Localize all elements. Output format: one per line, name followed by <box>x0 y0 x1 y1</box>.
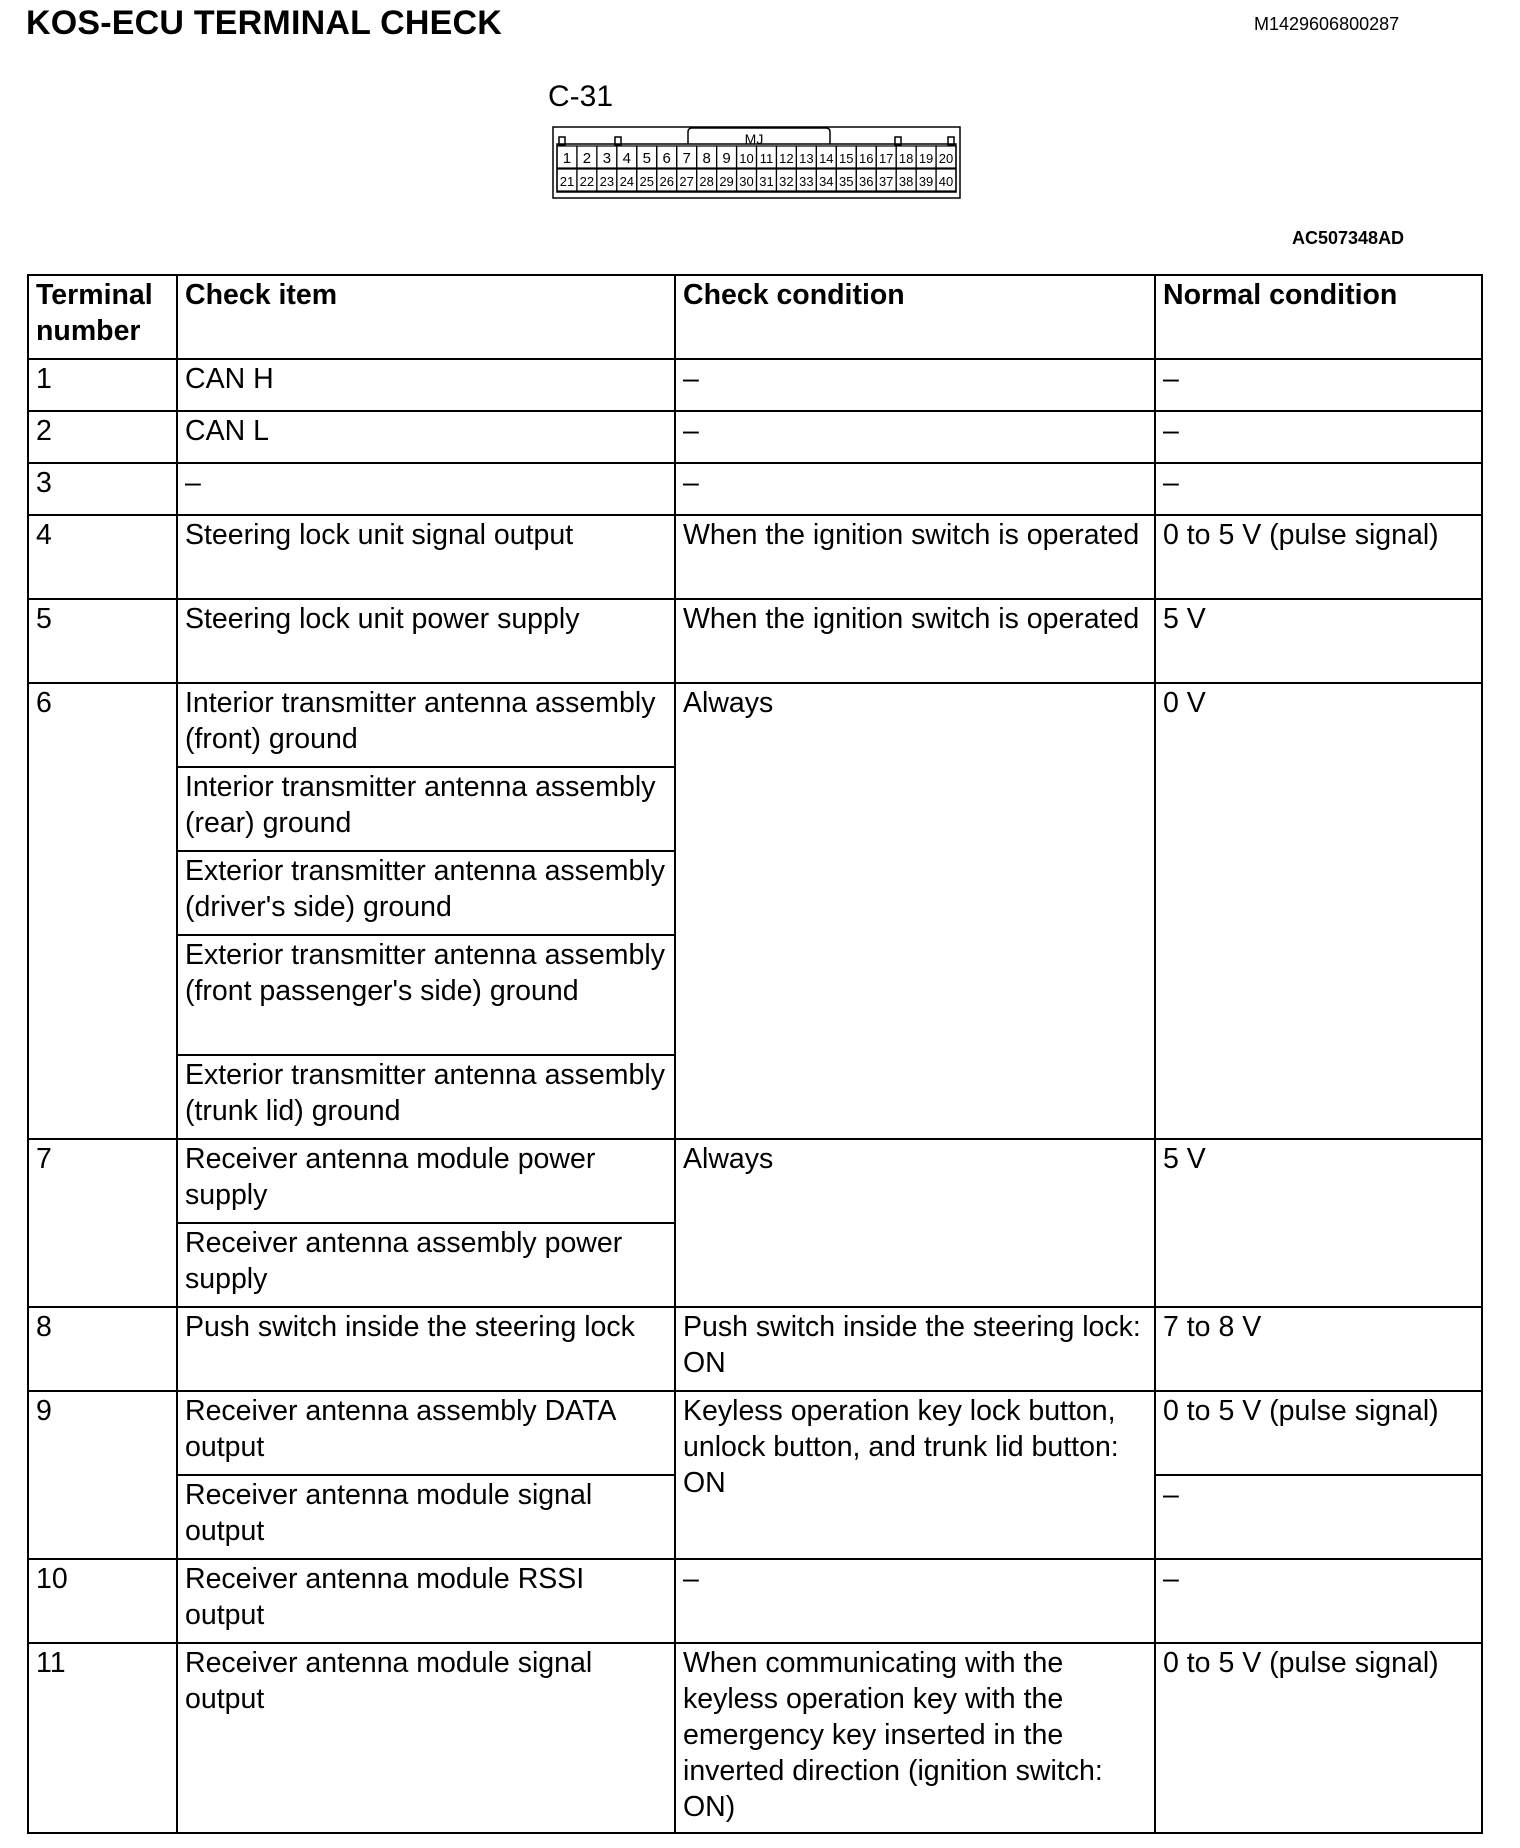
figure-id: AC507348AD <box>1292 228 1405 248</box>
connector-pin-number: 9 <box>722 150 731 167</box>
connector-pin-number: 36 <box>858 174 874 189</box>
check-item-cell: Exterior transmitter antenna assembly (front passenger's side) ground <box>177 935 675 1055</box>
terminal-cell: 11 <box>28 1643 177 1833</box>
check-item-cell: – <box>177 463 675 515</box>
page-title: KOS-ECU TERMINAL CHECK <box>26 4 503 42</box>
connector-pin-number: 25 <box>639 174 655 189</box>
document-id: M1429606800287 <box>1254 14 1400 34</box>
connector-pin-number: 28 <box>699 174 714 189</box>
connector-pin-number: 1 <box>562 150 572 167</box>
header-check-item: Check item <box>177 275 675 359</box>
check-item-cell: CAN H <box>177 359 675 411</box>
check-item-cell: CAN L <box>177 411 675 463</box>
check-item-cell: Receiver antenna assembly DATA output <box>177 1391 675 1475</box>
connector-pin-number: 35 <box>839 174 854 189</box>
check-item-cell: Receiver antenna module signal output <box>177 1643 675 1833</box>
connector-pin-number: 27 <box>679 174 694 189</box>
check-item-cell: Receiver antenna assembly power supply <box>177 1223 675 1307</box>
connector-pin-number: 23 <box>599 174 615 189</box>
connector-pin-number: 20 <box>938 151 954 166</box>
normal-condition-cell: 0 V <box>1155 683 1482 1139</box>
check-condition-cell: When the ignition switch is operated <box>675 515 1155 599</box>
connector-pin-number: 5 <box>642 150 651 167</box>
connector-pin-number: 16 <box>858 151 874 166</box>
terminal-cell: 5 <box>28 599 177 683</box>
terminal-cell: 7 <box>28 1139 177 1307</box>
connector-pin-number: 33 <box>799 174 814 189</box>
header-check-condition: Check condition <box>675 275 1155 359</box>
connector-diagram <box>552 124 962 200</box>
terminal-cell: 4 <box>28 515 177 599</box>
connector-pin-number: 2 <box>582 150 592 167</box>
connector-pin-number: 15 <box>839 151 854 166</box>
table-row <box>28 1559 1482 1643</box>
connector-pin-number: 31 <box>759 174 774 189</box>
connector-pin-number: 18 <box>898 151 914 166</box>
connector-pin-number: 3 <box>602 150 612 167</box>
normal-condition-cell: – <box>1155 1475 1482 1559</box>
check-item-cell: Exterior transmitter antenna assembly (trunk lid) ground <box>177 1055 675 1139</box>
table-row <box>28 1307 1482 1391</box>
connector-pin-number: 34 <box>819 174 834 189</box>
normal-condition-cell: – <box>1155 1559 1482 1643</box>
connector-pin-number: 37 <box>878 174 894 189</box>
header-terminal-number: Terminal number <box>28 275 177 359</box>
check-condition-cell: Keyless operation key lock button, unlock button, and trunk lid button: ON <box>675 1391 1155 1559</box>
terminal-check-table <box>27 274 1483 1834</box>
header-normal-condition: Normal condition <box>1155 275 1482 359</box>
connector-pin-number: 11 <box>759 151 774 166</box>
check-condition-cell: When the ignition switch is operated <box>675 599 1155 683</box>
table-row <box>28 515 1482 599</box>
check-item-cell: Receiver antenna module RSSI output <box>177 1559 675 1643</box>
table-row <box>28 359 1482 411</box>
connector-pin-number: 30 <box>739 174 754 189</box>
connector-pin-number: 39 <box>918 174 934 189</box>
connector-pin-number: 26 <box>659 174 674 189</box>
connector-pin-number: 22 <box>579 174 595 189</box>
terminal-cell: 6 <box>28 683 177 1139</box>
table-header-row <box>28 275 1482 359</box>
connector-pin-number: 6 <box>662 150 671 167</box>
terminal-cell: 2 <box>28 411 177 463</box>
table-row <box>28 411 1482 463</box>
check-item-cell: Steering lock unit signal output <box>177 515 675 599</box>
normal-condition-cell: 5 V <box>1155 1139 1482 1307</box>
table-row <box>28 1643 1482 1833</box>
table-row <box>28 1391 1482 1475</box>
connector-pin-number: 17 <box>878 151 894 166</box>
terminal-cell: 10 <box>28 1559 177 1643</box>
connector-tag: MJ <box>744 131 764 147</box>
connector-pin-number: 40 <box>938 174 954 189</box>
terminal-cell: 1 <box>28 359 177 411</box>
normal-condition-cell: 7 to 8 V <box>1155 1307 1482 1391</box>
check-condition-cell: When communicating with the keyless operation key with the emergency key inserted in the inverted direction (ignition switch: ON) <box>675 1643 1155 1833</box>
connector-label: C-31 <box>548 80 614 113</box>
normal-condition-cell: 0 to 5 V (pulse signal) <box>1155 1391 1482 1475</box>
normal-condition-cell: 0 to 5 V (pulse signal) <box>1155 515 1482 599</box>
connector-pin-number: 38 <box>898 174 914 189</box>
check-condition-cell: – <box>675 411 1155 463</box>
connector-pin-number: 7 <box>682 150 691 167</box>
connector-pin-number: 21 <box>559 174 575 189</box>
check-condition-cell: Push switch inside the steering lock: ON <box>675 1307 1155 1391</box>
check-condition-cell: Always <box>675 683 1155 1139</box>
normal-condition-cell: 5 V <box>1155 599 1482 683</box>
table-row <box>28 683 1482 767</box>
table-row <box>28 463 1482 515</box>
connector-pin-number: 12 <box>779 151 794 166</box>
check-item-cell: Exterior transmitter antenna assembly (driver's side) ground <box>177 851 675 935</box>
check-item-cell: Interior transmitter antenna assembly (front) ground <box>177 683 675 767</box>
connector-pin-number: 8 <box>702 150 711 167</box>
check-condition-cell: Always <box>675 1139 1155 1307</box>
check-item-cell: Interior transmitter antenna assembly (rear) ground <box>177 767 675 851</box>
connector-pin-number: 24 <box>619 174 635 189</box>
terminal-cell: 3 <box>28 463 177 515</box>
connector-pin-number: 29 <box>719 174 734 189</box>
connector-pin-number: 4 <box>622 150 631 167</box>
table-row <box>28 1139 1482 1223</box>
check-item-cell: Steering lock unit power supply <box>177 599 675 683</box>
check-item-cell: Receiver antenna module power supply <box>177 1139 675 1223</box>
connector-pin-number: 19 <box>918 151 934 166</box>
connector-pin-number: 14 <box>819 151 834 166</box>
check-condition-cell: – <box>675 359 1155 411</box>
normal-condition-cell: 0 to 5 V (pulse signal) <box>1155 1643 1482 1833</box>
normal-condition-cell: – <box>1155 359 1482 411</box>
connector-pin-number: 32 <box>779 174 794 189</box>
table-row <box>28 599 1482 683</box>
check-condition-cell: – <box>675 1559 1155 1643</box>
normal-condition-cell: – <box>1155 463 1482 515</box>
normal-condition-cell: – <box>1155 411 1482 463</box>
check-item-cell: Push switch inside the steering lock <box>177 1307 675 1391</box>
terminal-cell: 9 <box>28 1391 177 1559</box>
connector-pin-number: 13 <box>799 151 814 166</box>
connector-pin-number: 10 <box>739 151 754 166</box>
check-item-cell: Receiver antenna module signal output <box>177 1475 675 1559</box>
check-condition-cell: – <box>675 463 1155 515</box>
terminal-cell: 8 <box>28 1307 177 1391</box>
